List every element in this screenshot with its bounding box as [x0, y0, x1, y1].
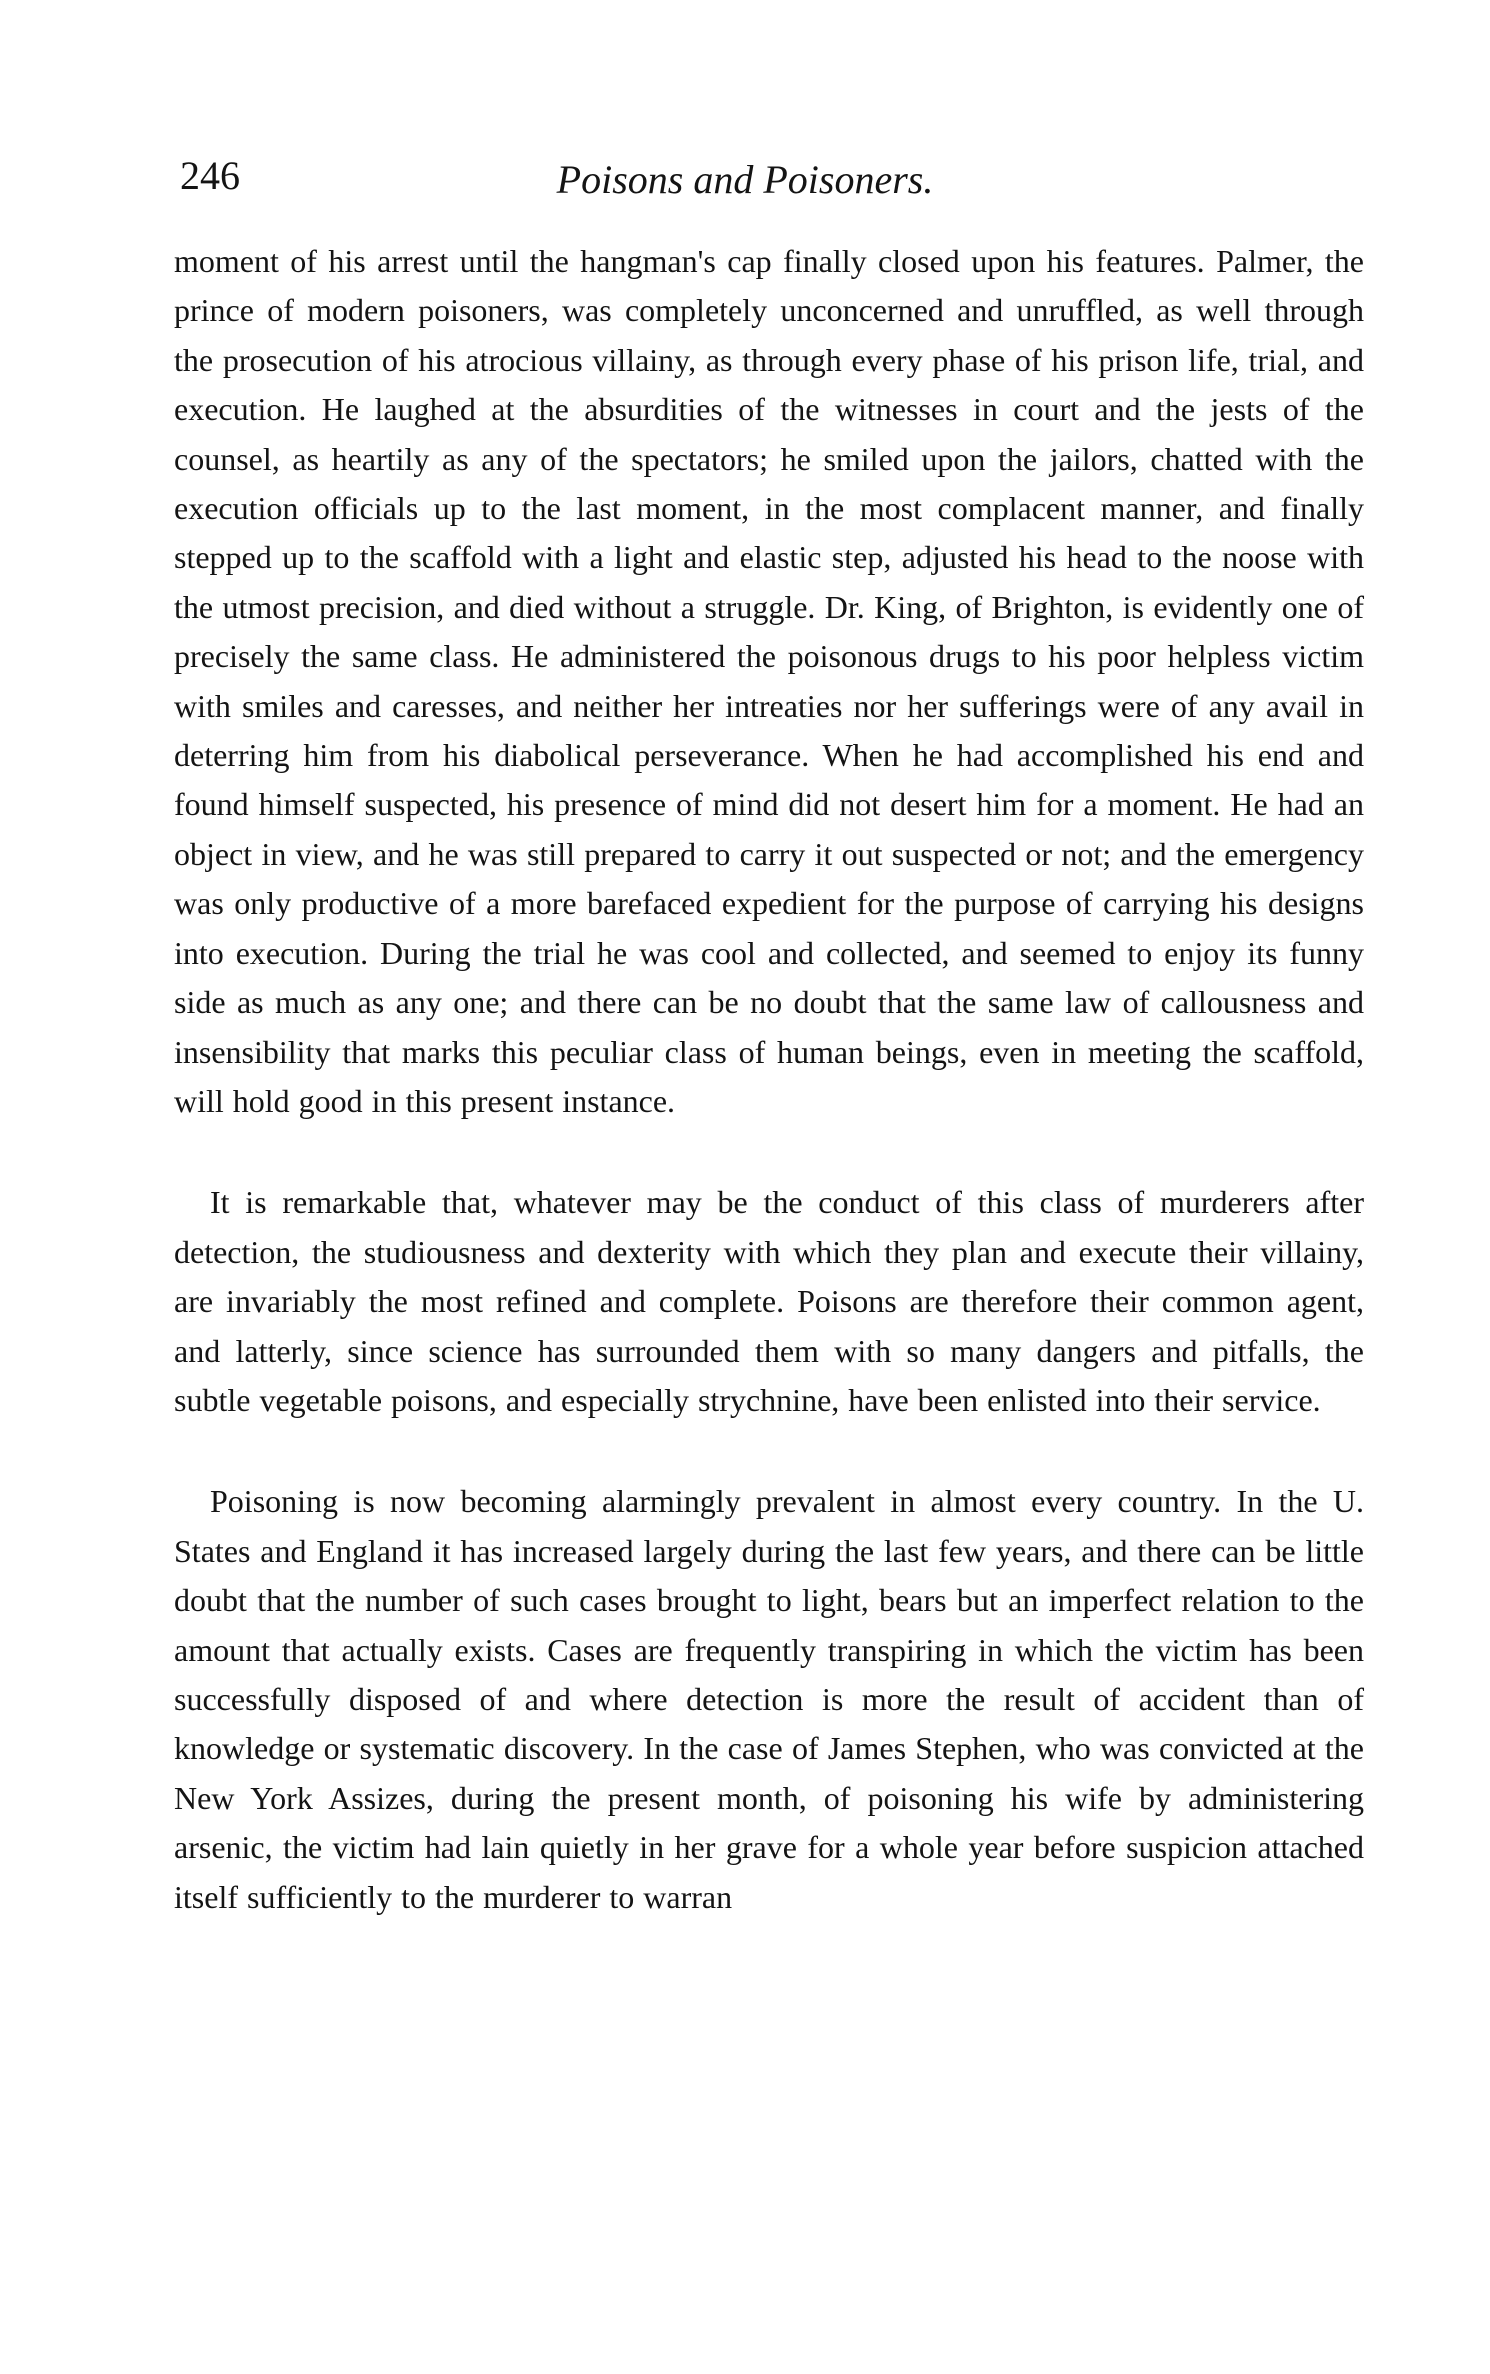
- paragraph-3: Poisoning is now becoming alarmingly prevalent in almost every country. In the U. States and England it has increased largely during the last few years, and there can be little doubt that the number of such cases brought to light, bears but an imperfect relation to the amount that actually exists. Cases are frequently transpiring in which the victim has been successfully disposed of and where detection is more the result of accident than of knowledge or systematic discovery. In the case of James Stephen, who was convicted at the New York Assizes, during the present month, of poisoning his wife by administering arsenic, the victim had lain quietly in her grave for a whole year before suspicion attached itself sufficiently to the murderer to warran: [174, 1483, 1364, 1915]
- page-number: 246: [180, 153, 240, 198]
- paragraph-2: It is remarkable that, whatever may be the conduct of this class of murderers after detection, the studiousness and dexterity with which they plan and execute their villainy, are invariably the most refined and complete. Poisons are therefore their common agent, and latterly, since science has surrounded them with so many dangers and pitfalls, the subtle vegetable poisons, and especially strychnine, have been enlisted into their service.: [174, 1184, 1364, 1418]
- running-title: Poisons and Poisoners.: [556, 157, 934, 202]
- body-text: [174, 237, 1364, 1922]
- paragraph-1: moment of his arrest until the hangman's cap finally closed upon his features. Palmer, the prince of modern poisoners, was completely unconcerned and unruffled, as well through the prosecution of his atrocious villainy, as through every phase of his prison life, trial, and execution. He laughed at the absurdities of the witnesses in court and the jests of the counsel, as heartily as any of the spectators; he smiled upon the jailors, chatted with the execution officials up to the last moment, in the most complacent manner, and finally stepped up to the scaffold with a light and elastic step, adjusted his head to the noose with the utmost precision, and died without a struggle. Dr. King, of Brighton, is evidently one of precisely the same class. He administered the poisonous drugs to his poor helpless victim with smiles and caresses, and neither her intreaties nor her sufferings were of any avail in deterring him from his diabolical perseverance. When he had accomplished his end and found himself suspected, his presence of mind did not desert him for a moment. He had an object in view, and he was still prepared to carry it out suspected or not; and the emergency was only productive of a more barefaced expedient for the purpose of carrying his designs into execution. During the trial he was cool and collected, and seemed to enjoy its funny side as much as any one; and there can be no doubt that the same law of callousness and insensibility that marks this peculiar class of human beings, even in meeting the scaffold, will hold good in this present instance.: [174, 243, 1364, 1119]
